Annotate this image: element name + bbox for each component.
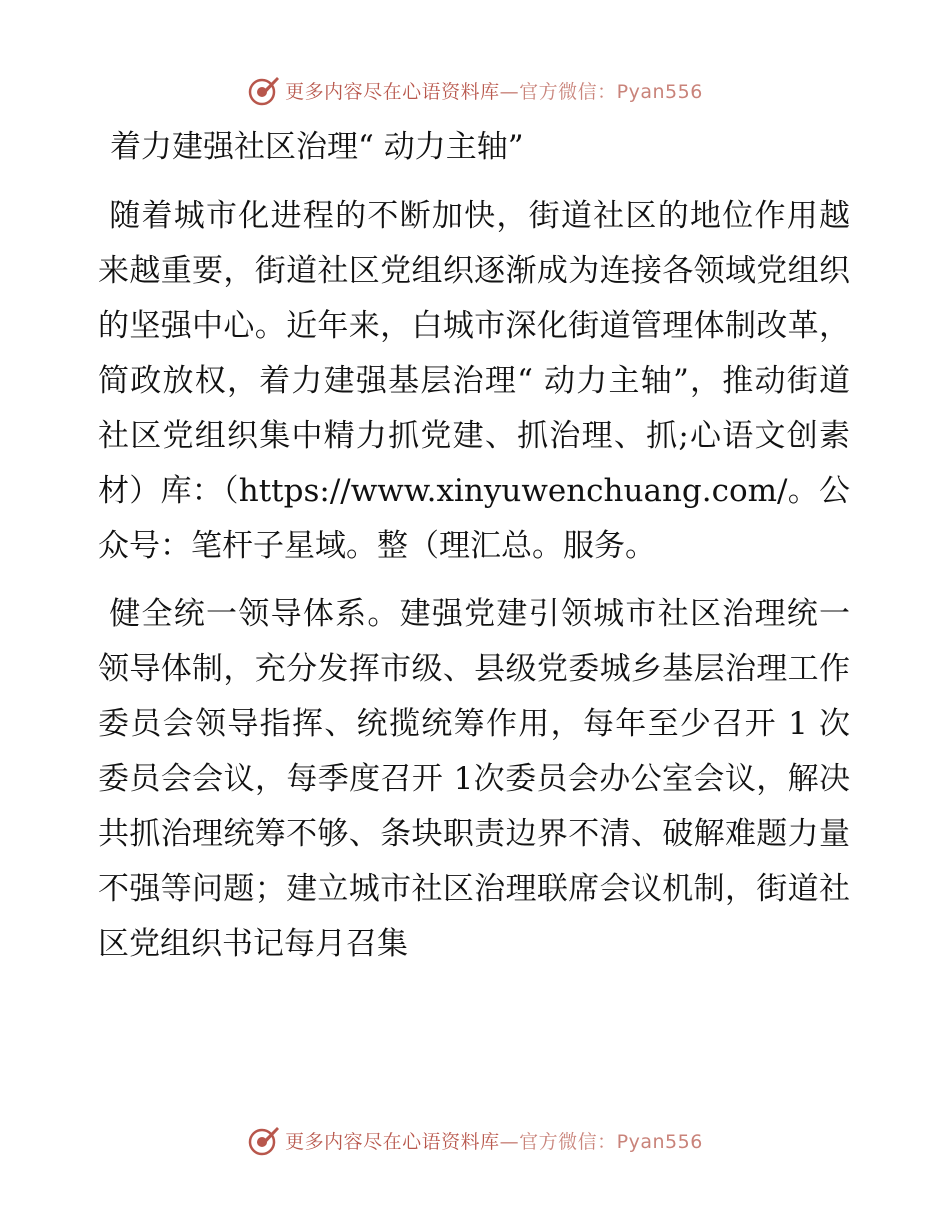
header-watermark xyxy=(0,70,950,110)
paragraph-1: 随着城市化进程的不断加快，街道社区的地位作用越来越重要，街道社区党组织逐渐成为连接各领域党组织的坚强中心。近年来，白城市深化街道管理体制改革，简政放权，着力建强基层治理“ 动力主轴”，推动街道社区党组织集中精力抓党建、抓治理、抓;心语文创素材）库：（https://www.xinyuwenchuang.com/。公众号：笔杆子星域。整（理汇总。服务。 xyxy=(98,198,850,564)
watermark-row xyxy=(247,73,703,107)
quill-seal-icon xyxy=(247,1123,281,1157)
watermark-text: 更多内容尽在心语资料库—官方微信：Pyan556 xyxy=(285,80,703,103)
footer-watermark xyxy=(0,1120,950,1160)
quill-seal-icon xyxy=(247,73,281,107)
document-title: 着力建强社区治理“ 动力主轴” xyxy=(110,129,524,165)
paragraph-2: 健全统一领导体系。建强党建引领城市社区治理统一领导体制，充分发挥市级、县级党委城乡基层治理工作委员会领导指挥、统揽统筹作用，每年至少召开 1 次委员会会议，每季度召开 1次委员会办公室会议，解决共抓治理统筹不够、条块职责边界不清、破解难题力量不强等问题；建立城市社区治理联席会议机制，街道社区党组织书记每月召集 xyxy=(98,596,850,962)
document-body xyxy=(98,118,850,972)
watermark-text: 更多内容尽在心语资料库—官方微信：Pyan556 xyxy=(285,1130,703,1153)
watermark-row xyxy=(247,1123,703,1157)
